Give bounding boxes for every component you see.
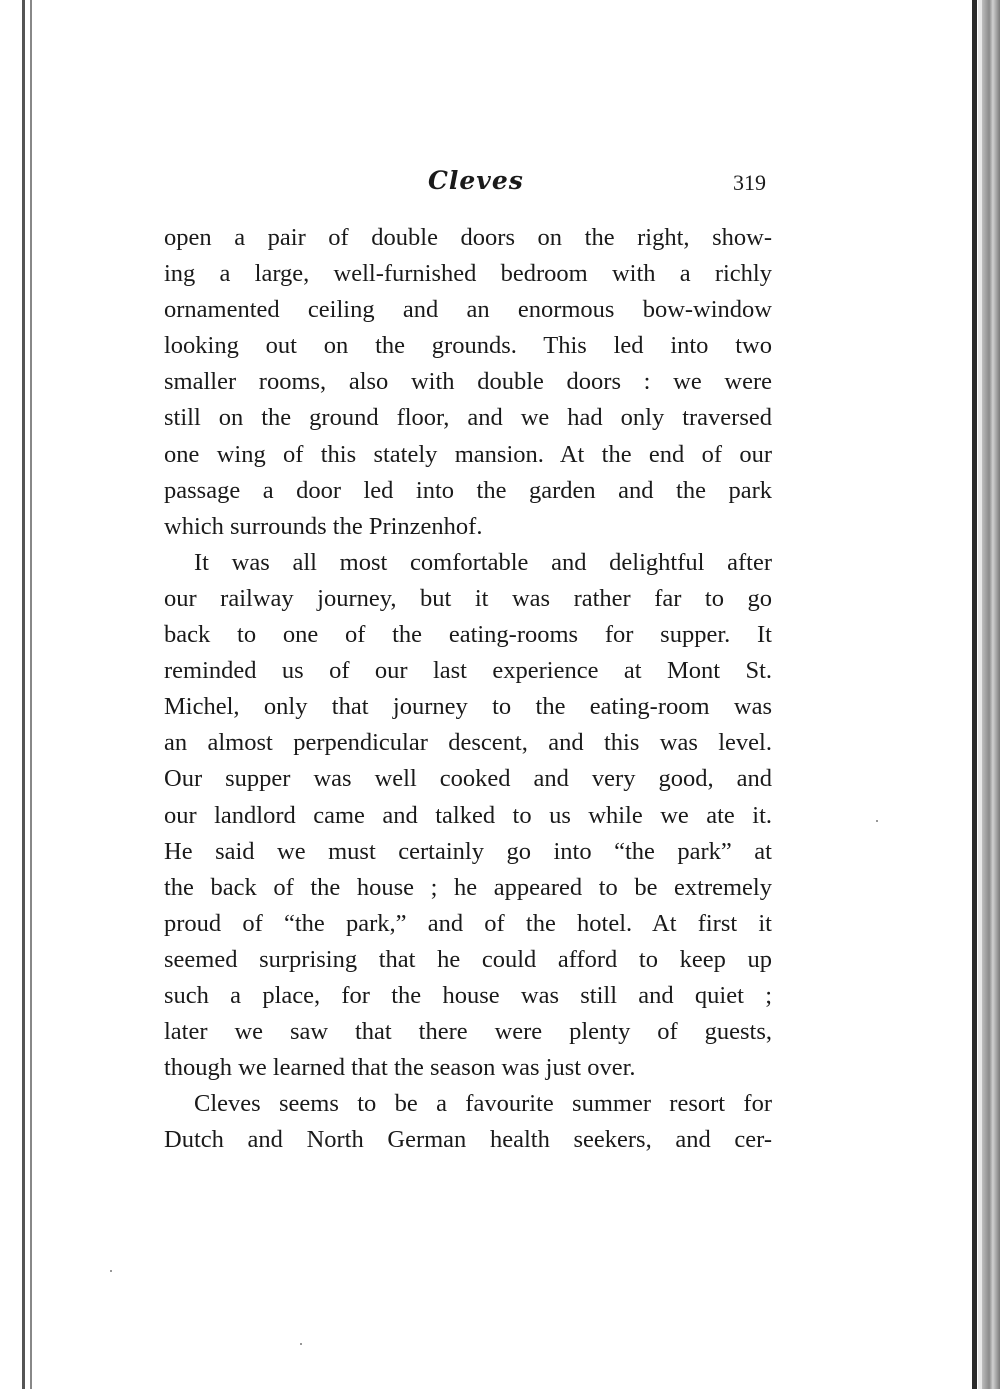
running-header — [164, 166, 772, 206]
text-line: which surrounds the Prinzenhof. — [164, 512, 483, 540]
scan-speck — [876, 820, 878, 822]
page-number: 319 — [733, 170, 766, 195]
text-line: ing a large, well-furnished bedroom with a richly — [164, 260, 772, 288]
paragraph-3 — [164, 1086, 772, 1158]
text-line: back to one of the eating-rooms for supper. It — [164, 621, 772, 649]
paragraph-2 — [164, 545, 772, 1086]
text-line: later we saw that there were plenty of guests, — [164, 1018, 772, 1046]
text-line: proud of “the park,” and of the hotel. At first it — [164, 909, 772, 937]
text-line: one wing of this stately mansion. At the end of our — [164, 440, 772, 468]
page-stack-edge — [982, 0, 1000, 1389]
body-text — [164, 220, 772, 1158]
text-line: looking out on the grounds. This led into two — [164, 332, 772, 360]
text-line: smaller rooms, also with double doors : we were — [164, 368, 772, 396]
text-line: our railway journey, but it was rather far to go — [164, 584, 772, 612]
text-line: Our supper was well cooked and very good, and — [164, 765, 772, 793]
text-line: Michel, only that journey to the eating-room was — [164, 693, 772, 721]
text-line: such a place, for the house was still and quiet ; — [164, 981, 772, 1009]
text-line: our landlord came and talked to us while we ate it. — [164, 801, 772, 829]
text-line: the back of the house ; he appeared to be extremely — [164, 873, 772, 901]
text-line: seemed surprising that he could afford to keep up — [164, 945, 772, 973]
scan-speck — [300, 1343, 302, 1345]
text-line: He said we must certainly go into “the park” at — [164, 837, 772, 865]
text-line: It was all most comfortable and delightful after — [194, 548, 772, 576]
text-line: Cleves seems to be a favourite summer resort for — [194, 1090, 772, 1118]
text-line: Dutch and North German health seekers, and cer- — [164, 1126, 772, 1154]
text-line: an almost perpendicular descent, and this was level. — [164, 729, 772, 757]
text-line: reminded us of our last experience at Mont St. — [164, 657, 772, 685]
text-line: open a pair of double doors on the right, show- — [164, 224, 772, 251]
page-binding-edge — [22, 0, 25, 1389]
paragraph-1 — [164, 220, 772, 545]
text-line: though we learned that the season was just over. — [164, 1054, 636, 1082]
page-fore-edge — [972, 0, 977, 1389]
page-binding-edge-inner — [30, 0, 32, 1389]
text-line: still on the ground floor, and we had only traversed — [164, 404, 772, 432]
text-line: passage a door led into the garden and the park — [164, 476, 772, 504]
running-title: Cleves — [428, 166, 524, 195]
scan-speck — [110, 1270, 112, 1272]
text-line: ornamented ceiling and an enormous bow-window — [164, 296, 772, 324]
